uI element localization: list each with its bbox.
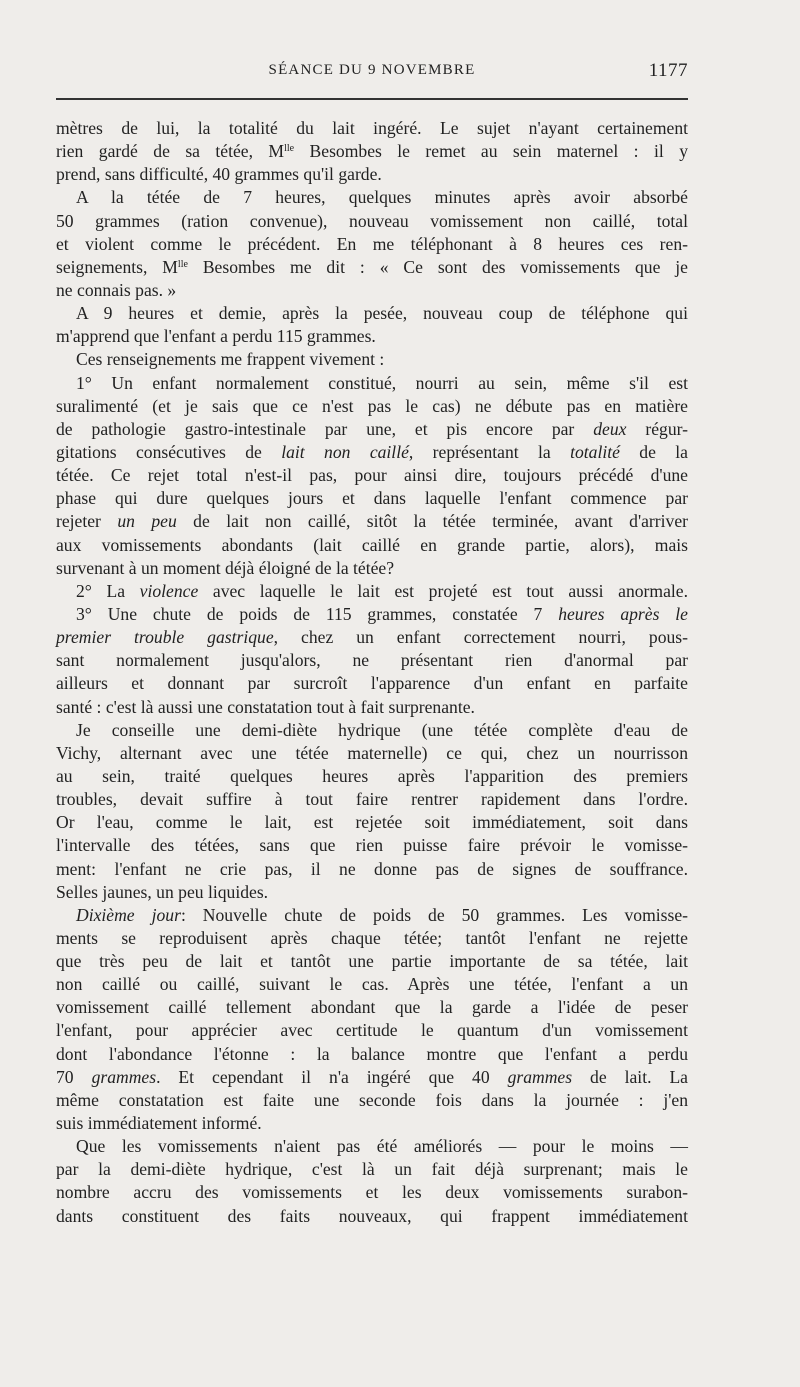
text-line: dants constituent des faits nouveaux, qui frappent immédiatement (56, 1205, 688, 1226)
text-line: aux vomissements abondants (lait caillé en grande partie, alors), mais (56, 534, 688, 555)
text-line: l'intervalle des tétées, sans que rien puisse faire prévoir le vomisse- (56, 835, 688, 856)
text-line: Je conseille une demi-diète hydrique (une tétée complète d'eau de (76, 719, 688, 740)
text-line: 2° La violence avec laquelle le lait est projeté est tout aussi anormale. (76, 580, 689, 601)
text-line: 50 grammes (ration convenue), nouveau vomissement non caillé, total (56, 210, 688, 231)
text-line: gitations consécutives de lait non caillé, représentant la totalité de la (56, 441, 688, 462)
text-line: A 9 heures et demie, après la pesée, nouveau coup de téléphone qui (76, 303, 688, 324)
text-line: Vichy, alternant avec une tétée maternelle) ce qui, chez un nourrisson (56, 742, 688, 763)
text-line: santé : c'est là aussi une constatation tout à fait surprenante. (56, 696, 475, 717)
text-line: ment: l'enfant ne crie pas, il ne donne pas de signes de souffrance. (56, 858, 688, 879)
text-line: dont l'abondance l'étonne : la balance montre que l'enfant a perdu (56, 1043, 688, 1064)
text-line: vomissement caillé tellement abondant que la garde a l'idée de peser (56, 997, 688, 1018)
text-line: troubles, devait suffire à tout faire rentrer rapidement dans l'ordre. (56, 789, 688, 810)
page-header (56, 60, 688, 84)
text-line: seignements, $M^{lle}$ Besombes me dit : « Ce sont des vomissements que je (56, 256, 688, 277)
text-line: 70 grammes. Et cependant il n'a ingéré que 40 grammes de lait. La (56, 1066, 688, 1087)
text-line: nombre accru des vomissements et les deux vomissements surabon- (56, 1182, 688, 1203)
text-line: prend, sans difficulté, 40 grammes qu'il garde. (56, 164, 382, 185)
text-line: au sein, traité quelques heures après l'apparition des premiers (56, 765, 688, 786)
text-line: phase qui dure quelques jours et dans laquelle l'enfant commence par (56, 488, 688, 509)
text-line: ailleurs et donnant par surcroît l'apparence d'un enfant en parfaite (56, 673, 688, 694)
page-number: 1177 (648, 60, 688, 81)
running-title: SÉANCE DU 9 NOVEMBRE (268, 62, 476, 78)
text-line: rien gardé de sa tétée, $M^{lle}$ Besombes le remet au sein maternel : il y (56, 141, 688, 162)
text-line: de pathologie gastro-intestinale par une, et pis encore par deux régur- (56, 418, 688, 439)
text-line: l'enfant, pour apprécier avec certitude le quantum d'un vomissement (56, 1020, 688, 1041)
text-line: non caillé ou caillé, suivant le cas. Après une tétée, l'enfant a un (56, 974, 688, 995)
text-line: premier trouble gastrique, chez un enfant correctement nourri, pous- (56, 627, 689, 648)
text-line: que très peu de lait et tantôt une partie importante de sa tétée, lait (56, 951, 688, 972)
text-line: 1° Un enfant normalement constitué, nourri au sein, même s'il est (76, 372, 688, 393)
text-line: mètres de lui, la totalité du lait ingéré. Le sujet n'ayant certainement (56, 118, 688, 138)
text-line: Ces renseignements me frappent vivement : (76, 349, 385, 370)
text-line: 3° Une chute de poids de 115 grammes, constatée 7 heures après le (76, 603, 688, 624)
text-line: par la demi-diète hydrique, c'est là un fait déjà surprenant; mais le (56, 1159, 688, 1180)
text-line: Que les vomissements n'aient pas été améliorés — pour le moins — (76, 1136, 688, 1157)
text-line: et violent comme le précédent. En me téléphonant à 8 heures ces ren- (56, 233, 688, 254)
text-line: Dixième jour: Nouvelle chute de poids de 50 grammes. Les vomisse- (76, 904, 688, 925)
text-line: survenant à un moment déjà éloigné de la tétée? (56, 557, 395, 578)
text-line: sant normalement jusqu'alors, ne présentant rien d'anormal par (56, 650, 688, 671)
text-line: ments se reproduisent après chaque tétée; tantôt l'enfant ne rejette (56, 927, 688, 948)
header-rule (56, 98, 688, 100)
body-text (56, 117, 688, 1228)
text-line: Or l'eau, comme le lait, est rejetée soit immédiatement, soit dans (56, 812, 688, 833)
text-line: Selles jaunes, un peu liquides. (56, 881, 269, 902)
text-line: tétée. Ce rejet total n'est-il pas, pour ainsi dire, toujours précédé d'une (56, 465, 688, 486)
text-line: A la tétée de 7 heures, quelques minutes après avoir absorbé (76, 187, 688, 208)
text-line: suralimenté (et je sais que ce n'est pas le cas) ne débute pas en matière (56, 395, 688, 416)
text-line: rejeter un peu de lait non caillé, sitôt la tétée terminée, avant d'arriver (56, 511, 688, 532)
text-line: ne connais pas. » (56, 279, 177, 300)
text-line: suis immédiatement informé. (56, 1113, 262, 1134)
text-line: m'apprend que l'enfant a perdu 115 grammes. (56, 326, 376, 347)
text-line: même constatation est faite une seconde fois dans la journée : j'en (56, 1089, 688, 1110)
